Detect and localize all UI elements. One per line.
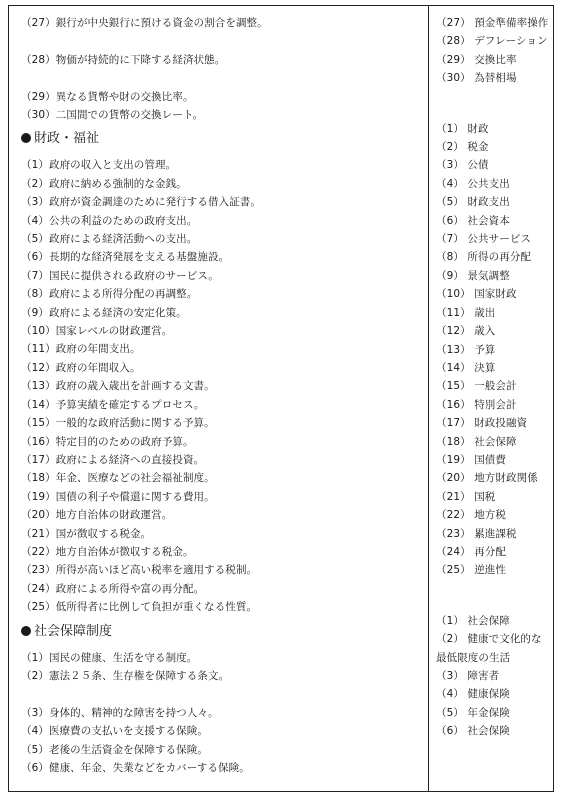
question-row: （15）一般的な政府活動に関する予算。 bbox=[21, 417, 215, 430]
section-heading-text: 社会保障制度 bbox=[34, 623, 113, 639]
bullet-dot-icon bbox=[21, 626, 31, 636]
answer-row: （4） 公共支出 bbox=[436, 177, 510, 190]
question-row: （17）政府による経済への直接投資。 bbox=[21, 453, 205, 466]
question-row: （30）二国間での貨幣の交換レート。 bbox=[21, 109, 204, 121]
question-row: （4）医療費の支払いを支援する保険。 bbox=[21, 725, 208, 738]
answer-row: （16） 特別会計 bbox=[436, 398, 517, 411]
answer-row: （3） 障害者 bbox=[436, 670, 500, 682]
answer-row: （1） 社会保障 bbox=[436, 614, 510, 627]
answer-row: （7） 公共サービス bbox=[436, 233, 532, 246]
answer-row: （19） 国債費 bbox=[436, 453, 506, 466]
row-spacer bbox=[21, 69, 421, 87]
question-row: （2）政府に納める強制的な金銭。 bbox=[21, 177, 187, 190]
question-row: （13）政府の歳入歳出を計画する文書。 bbox=[21, 380, 215, 393]
question-row: （5）政府による経済活動への支出。 bbox=[21, 233, 198, 246]
question-row: （19）国債の利子や償還に関する費用。 bbox=[21, 490, 215, 503]
answer-row: （10） 国家財政 bbox=[436, 288, 517, 301]
answer-row: （30） 為替相場 bbox=[436, 72, 517, 85]
column-divider bbox=[428, 5, 429, 792]
answer-row: （11） 歳出 bbox=[436, 306, 496, 319]
answer-row: （21） 国税 bbox=[436, 490, 496, 503]
question-row: （24）政府による所得や富の再分配。 bbox=[21, 582, 205, 595]
question-row: （6）健康、年金、失業などをカバーする保険。 bbox=[21, 761, 250, 774]
answer-row: （9） 景気調整 bbox=[436, 269, 510, 282]
question-row: （25）低所得者に比例して負担が重くなる性質。 bbox=[21, 601, 258, 614]
answer-row: （5） 財政支出 bbox=[436, 196, 510, 209]
bullet-dot-icon bbox=[21, 133, 31, 143]
answer-row: （8） 所得の再分配 bbox=[436, 251, 532, 264]
question-row: （18）年金、医療などの社会福祉制度。 bbox=[21, 472, 215, 485]
question-row: （22）地方自治体が徴収する税金。 bbox=[21, 545, 194, 558]
answer-row: （6） 社会保険 bbox=[436, 725, 510, 738]
answer-row: （3） 公債 bbox=[436, 159, 489, 172]
question-row: （5）老後の生活資金を保障する保険。 bbox=[21, 743, 208, 756]
answer-row: （22） 地方税 bbox=[436, 509, 506, 522]
question-row: （3）政府が資金調達のために発行する借入証書。 bbox=[21, 196, 261, 209]
answer-row: （20） 地方財政関係 bbox=[436, 472, 538, 485]
question-row: （8）政府による所得分配の再調整。 bbox=[21, 288, 198, 301]
section-heading bbox=[21, 621, 421, 643]
answer-row: （18） 社会保障 bbox=[436, 435, 517, 448]
answer-row: （25） 逆進性 bbox=[436, 564, 506, 577]
question-row: （12）政府の年間収入。 bbox=[21, 361, 141, 374]
question-row: （7）国民に提供される政府のサービス。 bbox=[21, 269, 219, 282]
row-spacer bbox=[21, 32, 421, 50]
question-row: （3）身体的、精神的な障害を持つ人々。 bbox=[21, 706, 219, 719]
question-row: （10）国家レベルの財政運営。 bbox=[21, 325, 173, 338]
section-heading bbox=[21, 128, 421, 150]
answer-row: （1） 財政 bbox=[436, 122, 489, 135]
answer-row: （2） 健康で文化的な最低限度の生活 bbox=[436, 633, 542, 664]
answer-row: （23） 累進課税 bbox=[436, 527, 517, 540]
answer-row: （13） 予算 bbox=[436, 343, 496, 356]
answer-row: （15） 一般会計 bbox=[436, 380, 517, 393]
question-row: （29）異なる貨幣や財の交換比率。 bbox=[21, 90, 194, 103]
question-row: （2）憲法２５条、生存権を保障する条文。 bbox=[21, 669, 230, 682]
question-column bbox=[21, 14, 421, 777]
answer-row: （17） 財政投融資 bbox=[436, 417, 528, 430]
answer-row: （14） 決算 bbox=[436, 361, 496, 374]
question-row: （21）国が徴収する税金。 bbox=[21, 527, 152, 540]
answer-column bbox=[436, 14, 550, 741]
answer-row: （5） 年金保険 bbox=[436, 706, 510, 719]
answer-row: （6） 社会資本 bbox=[436, 214, 510, 227]
answer-row: （4） 健康保険 bbox=[436, 688, 510, 701]
question-row: （16）特定目的のための政府予算。 bbox=[21, 435, 194, 448]
question-row: （27）銀行が中央銀行に預ける資金の割合を調整。 bbox=[21, 17, 268, 29]
question-row: （14）予算実績を確定するプロセス。 bbox=[21, 398, 205, 411]
answer-row: （27） 預金準備率操作 bbox=[436, 17, 549, 29]
question-row: （9）政府による経済の安定化策。 bbox=[21, 306, 187, 319]
section-heading-text: 財政・福祉 bbox=[34, 131, 100, 147]
question-row: （1）国民の健康、生活を守る制度。 bbox=[21, 651, 198, 664]
question-row: （6）長期的な経済発展を支える基盤施設。 bbox=[21, 251, 230, 264]
question-row: （20）地方自治体の財政運営。 bbox=[21, 509, 173, 522]
answer-row: （24） 再分配 bbox=[436, 545, 506, 558]
question-row: （1）政府の収入と支出の管理。 bbox=[21, 159, 177, 172]
row-spacer bbox=[21, 685, 421, 703]
question-row: （4）公共の利益のための政府支出。 bbox=[21, 214, 198, 227]
question-row: （28）物価が持続的に下降する経済状態。 bbox=[21, 53, 226, 66]
question-row: （11）政府の年間支出。 bbox=[21, 343, 141, 356]
answer-row: （2） 税金 bbox=[436, 141, 489, 154]
answer-row: （29） 交換比率 bbox=[436, 53, 517, 66]
answer-row: （12） 歳入 bbox=[436, 325, 496, 338]
question-row: （23）所得が高いほど高い税率を適用する税制。 bbox=[21, 564, 258, 577]
answer-row: （28） デフレーション bbox=[436, 35, 548, 48]
